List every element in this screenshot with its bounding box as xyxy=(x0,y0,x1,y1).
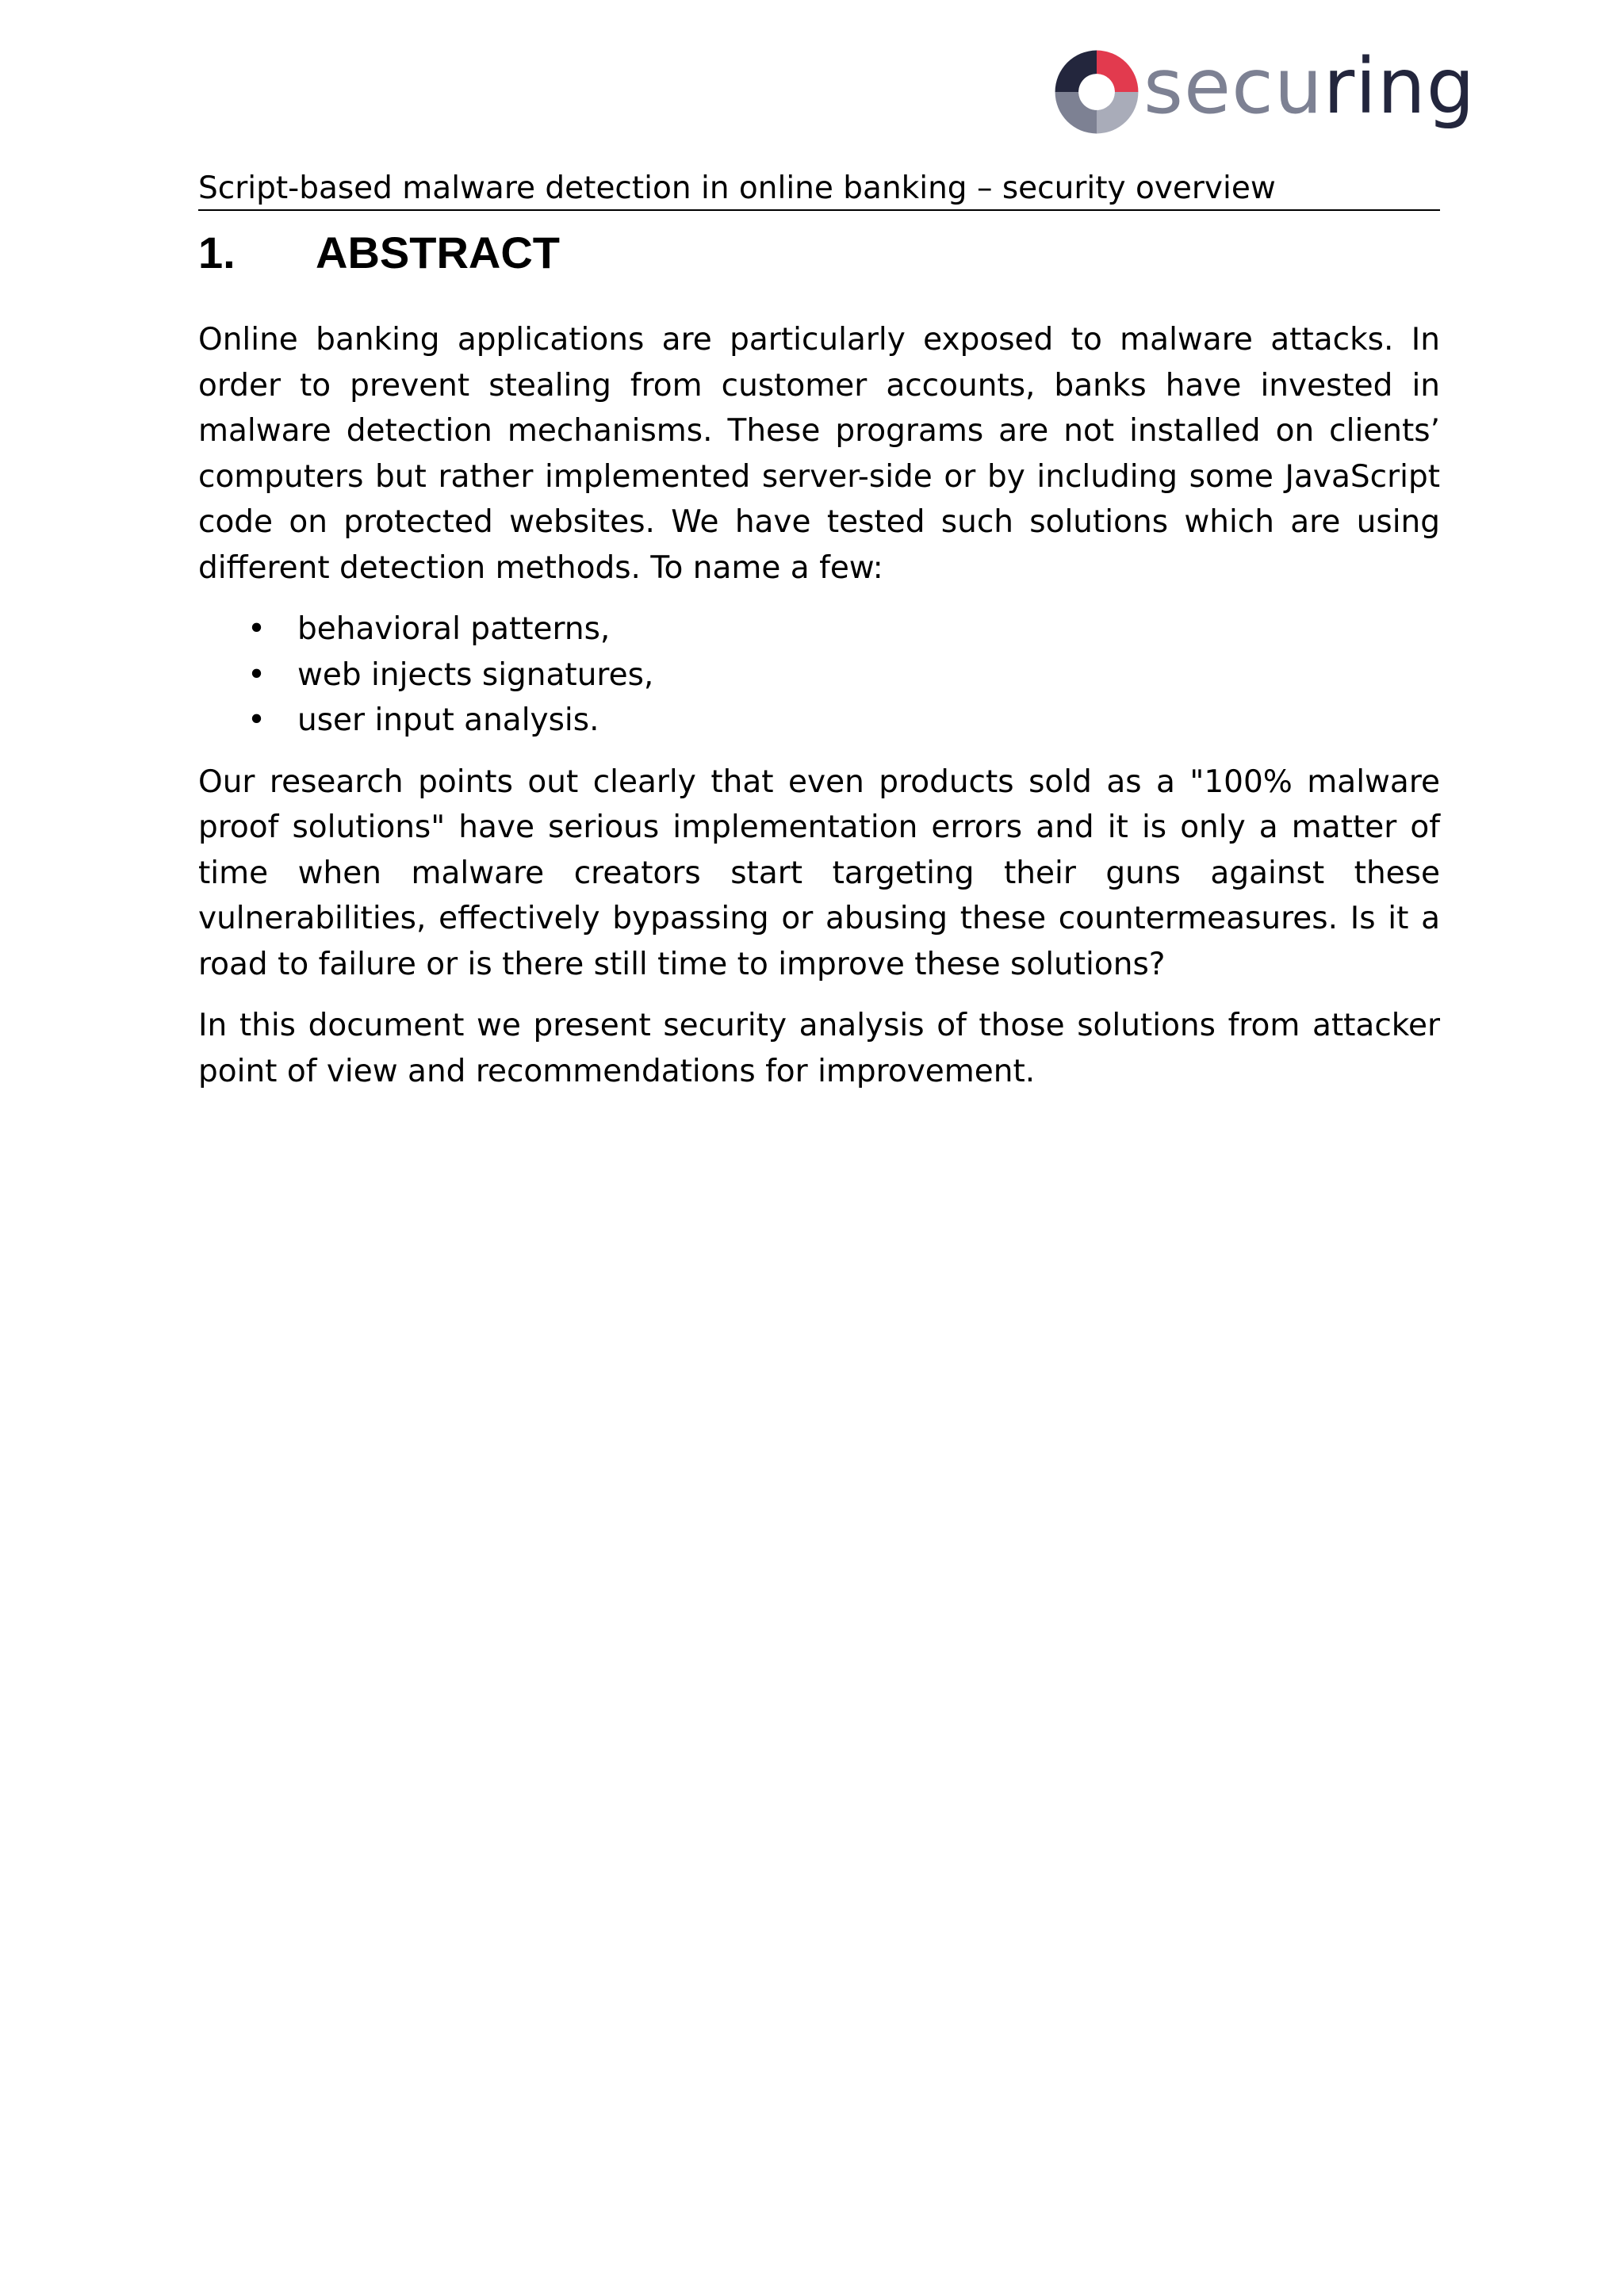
bullet-glyph: • xyxy=(247,656,266,693)
list-item-text: web injects signatures, xyxy=(297,656,654,693)
list-item xyxy=(198,607,1440,652)
logo-wordmark xyxy=(1143,42,1476,131)
ring-logo-icon xyxy=(1051,47,1142,137)
paragraph-intro: Online banking applications are particularly exposed to malware attacks. In order to prevent stealing from customer accounts, banks have invested in malware detection mechanisms. These programs are not installed on clients’ computers but rather implemented server-side or by including some JavaScript code on protected websites. We have tested such solutions which are using different detection methods. To name a few: xyxy=(198,322,1440,586)
section-number: 1. xyxy=(198,228,236,277)
list-item-text: behavioral patterns, xyxy=(297,611,611,647)
list-item xyxy=(198,652,1440,698)
logo-word-part2: ring xyxy=(1323,42,1476,131)
bullet-glyph: • xyxy=(247,611,266,647)
section-heading xyxy=(198,225,1440,281)
logo-word-part1: secu xyxy=(1143,42,1323,131)
section-title: ABSTRACT xyxy=(316,228,560,277)
list-item-text: user input analysis. xyxy=(297,702,599,738)
list-item xyxy=(198,698,1440,744)
paragraph-conclusion: In this document we present security analysis of those solutions from attacker point of view and recommendations for improvement. xyxy=(198,1008,1440,1089)
running-header: Script-based malware detection in online banking – security overview xyxy=(198,168,1440,211)
detection-methods-list xyxy=(198,607,1440,744)
bullet-glyph: • xyxy=(247,702,266,738)
paragraph-research: Our research points out clearly that even products sold as a "100% malware proof solutions" have serious implementation errors and it is only a matter of time when malware creators start targeting their guns against these vulnerabilities, effectively bypassing or abusing these countermeasures. Is it a road to failure or is there still time to improve these solutions? xyxy=(198,763,1440,982)
abstract-body xyxy=(198,317,1440,1110)
securing-logo xyxy=(1051,42,1476,140)
